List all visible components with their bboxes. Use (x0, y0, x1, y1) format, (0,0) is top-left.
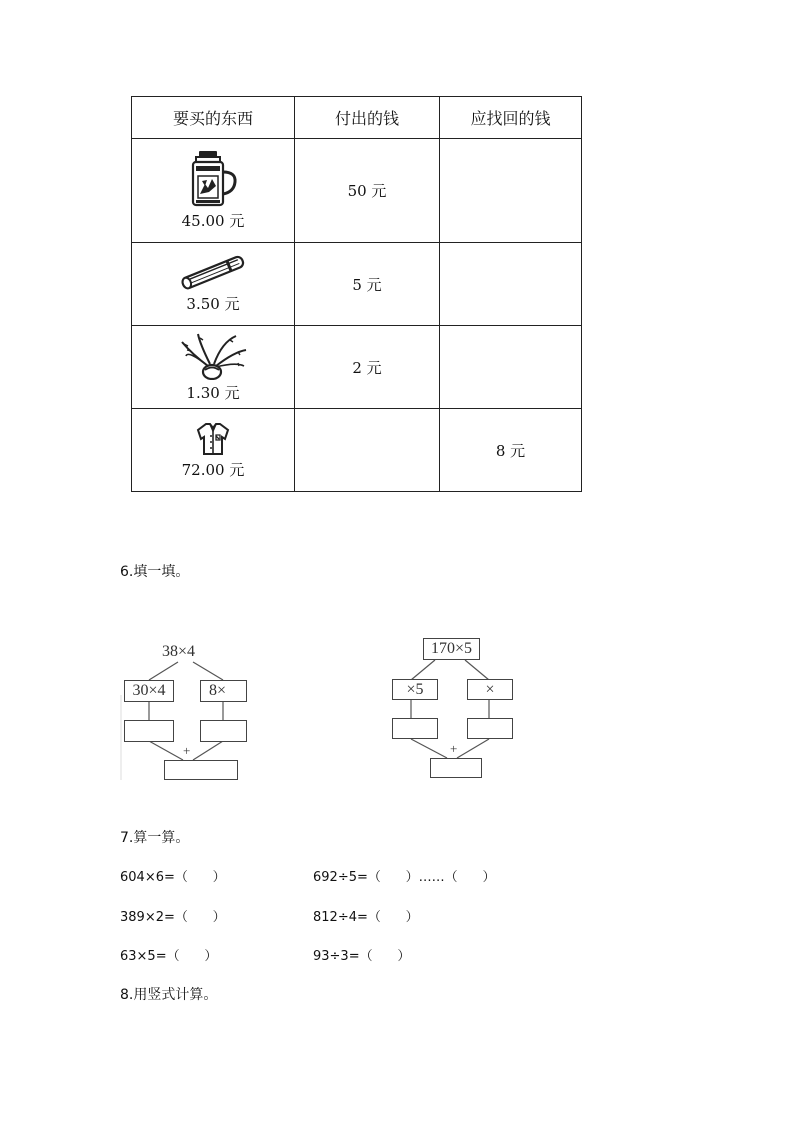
item-cell (132, 139, 295, 243)
top-expression-left: 38×4 (162, 643, 196, 660)
answer-box-right-sum[interactable] (430, 758, 482, 778)
paid-cell (295, 326, 440, 409)
answer-box-left-2[interactable] (200, 720, 247, 742)
answer-box-right-1[interactable] (392, 718, 438, 739)
paid-amount: 50 元 (347, 182, 387, 200)
table-row (132, 409, 582, 492)
table-header-row (132, 97, 582, 139)
calc-item: 93÷3=（ ） (313, 949, 411, 964)
item-price: 72.00 元 (181, 460, 245, 479)
table-row (132, 139, 582, 243)
paid-cell (295, 409, 440, 492)
header-change: 应找回的钱 (440, 97, 582, 139)
question-8-title: 8.用竖式计算。 (120, 987, 218, 1003)
item-price: 45.00 元 (181, 212, 245, 230)
paid-amount: 5 元 (352, 275, 382, 294)
item-cell (132, 409, 295, 492)
answer-box-left-1[interactable] (124, 720, 174, 742)
top-expression-right: 170×5 (423, 638, 480, 660)
table-row (132, 326, 582, 409)
item-price: 3.50 元 (186, 294, 240, 313)
item-price: 1.30 元 (186, 383, 240, 402)
item-cell (132, 326, 295, 409)
change-cell (440, 409, 582, 492)
plus-sign-left: + (183, 743, 191, 758)
box-8x: 8× (200, 680, 247, 702)
paid-amount: 2 元 (352, 358, 382, 377)
shirt-icon (195, 421, 231, 457)
question-6-title: 6.填一填。 (120, 564, 190, 580)
item-cell (132, 243, 295, 326)
calc-item: 389×2=（ ） (120, 910, 226, 925)
change-cell (440, 243, 582, 326)
paid-cell (295, 139, 440, 243)
question-7-title: 7.算一算。 (120, 830, 190, 846)
answer-box-right-2[interactable] (467, 718, 513, 739)
paid-cell (295, 243, 440, 326)
box-x5: ×5 (392, 679, 438, 700)
table-row (132, 243, 582, 326)
answer-box-left-sum[interactable] (164, 760, 238, 780)
pen-icon (177, 255, 249, 291)
header-paid: 付出的钱 (295, 97, 440, 139)
change-cell (440, 139, 582, 243)
calc-item: 812÷4=（ ） (313, 910, 419, 925)
plus-sign-right: + (450, 741, 458, 756)
shuttlecock-icon (178, 332, 248, 380)
header-item: 要买的东西 (132, 97, 295, 139)
thermos-icon (187, 150, 239, 208)
shopping-table (131, 96, 582, 492)
box-x: × (467, 679, 513, 700)
calc-item: 63×5=（ ） (120, 949, 218, 964)
change-cell (440, 326, 582, 409)
calc-item: 604×6=（ ） (120, 870, 226, 885)
change-amount: 8 元 (495, 441, 526, 460)
box-30x4: 30×4 (124, 680, 174, 702)
calc-item: 692÷5=（ ）……（ ） (313, 870, 496, 885)
